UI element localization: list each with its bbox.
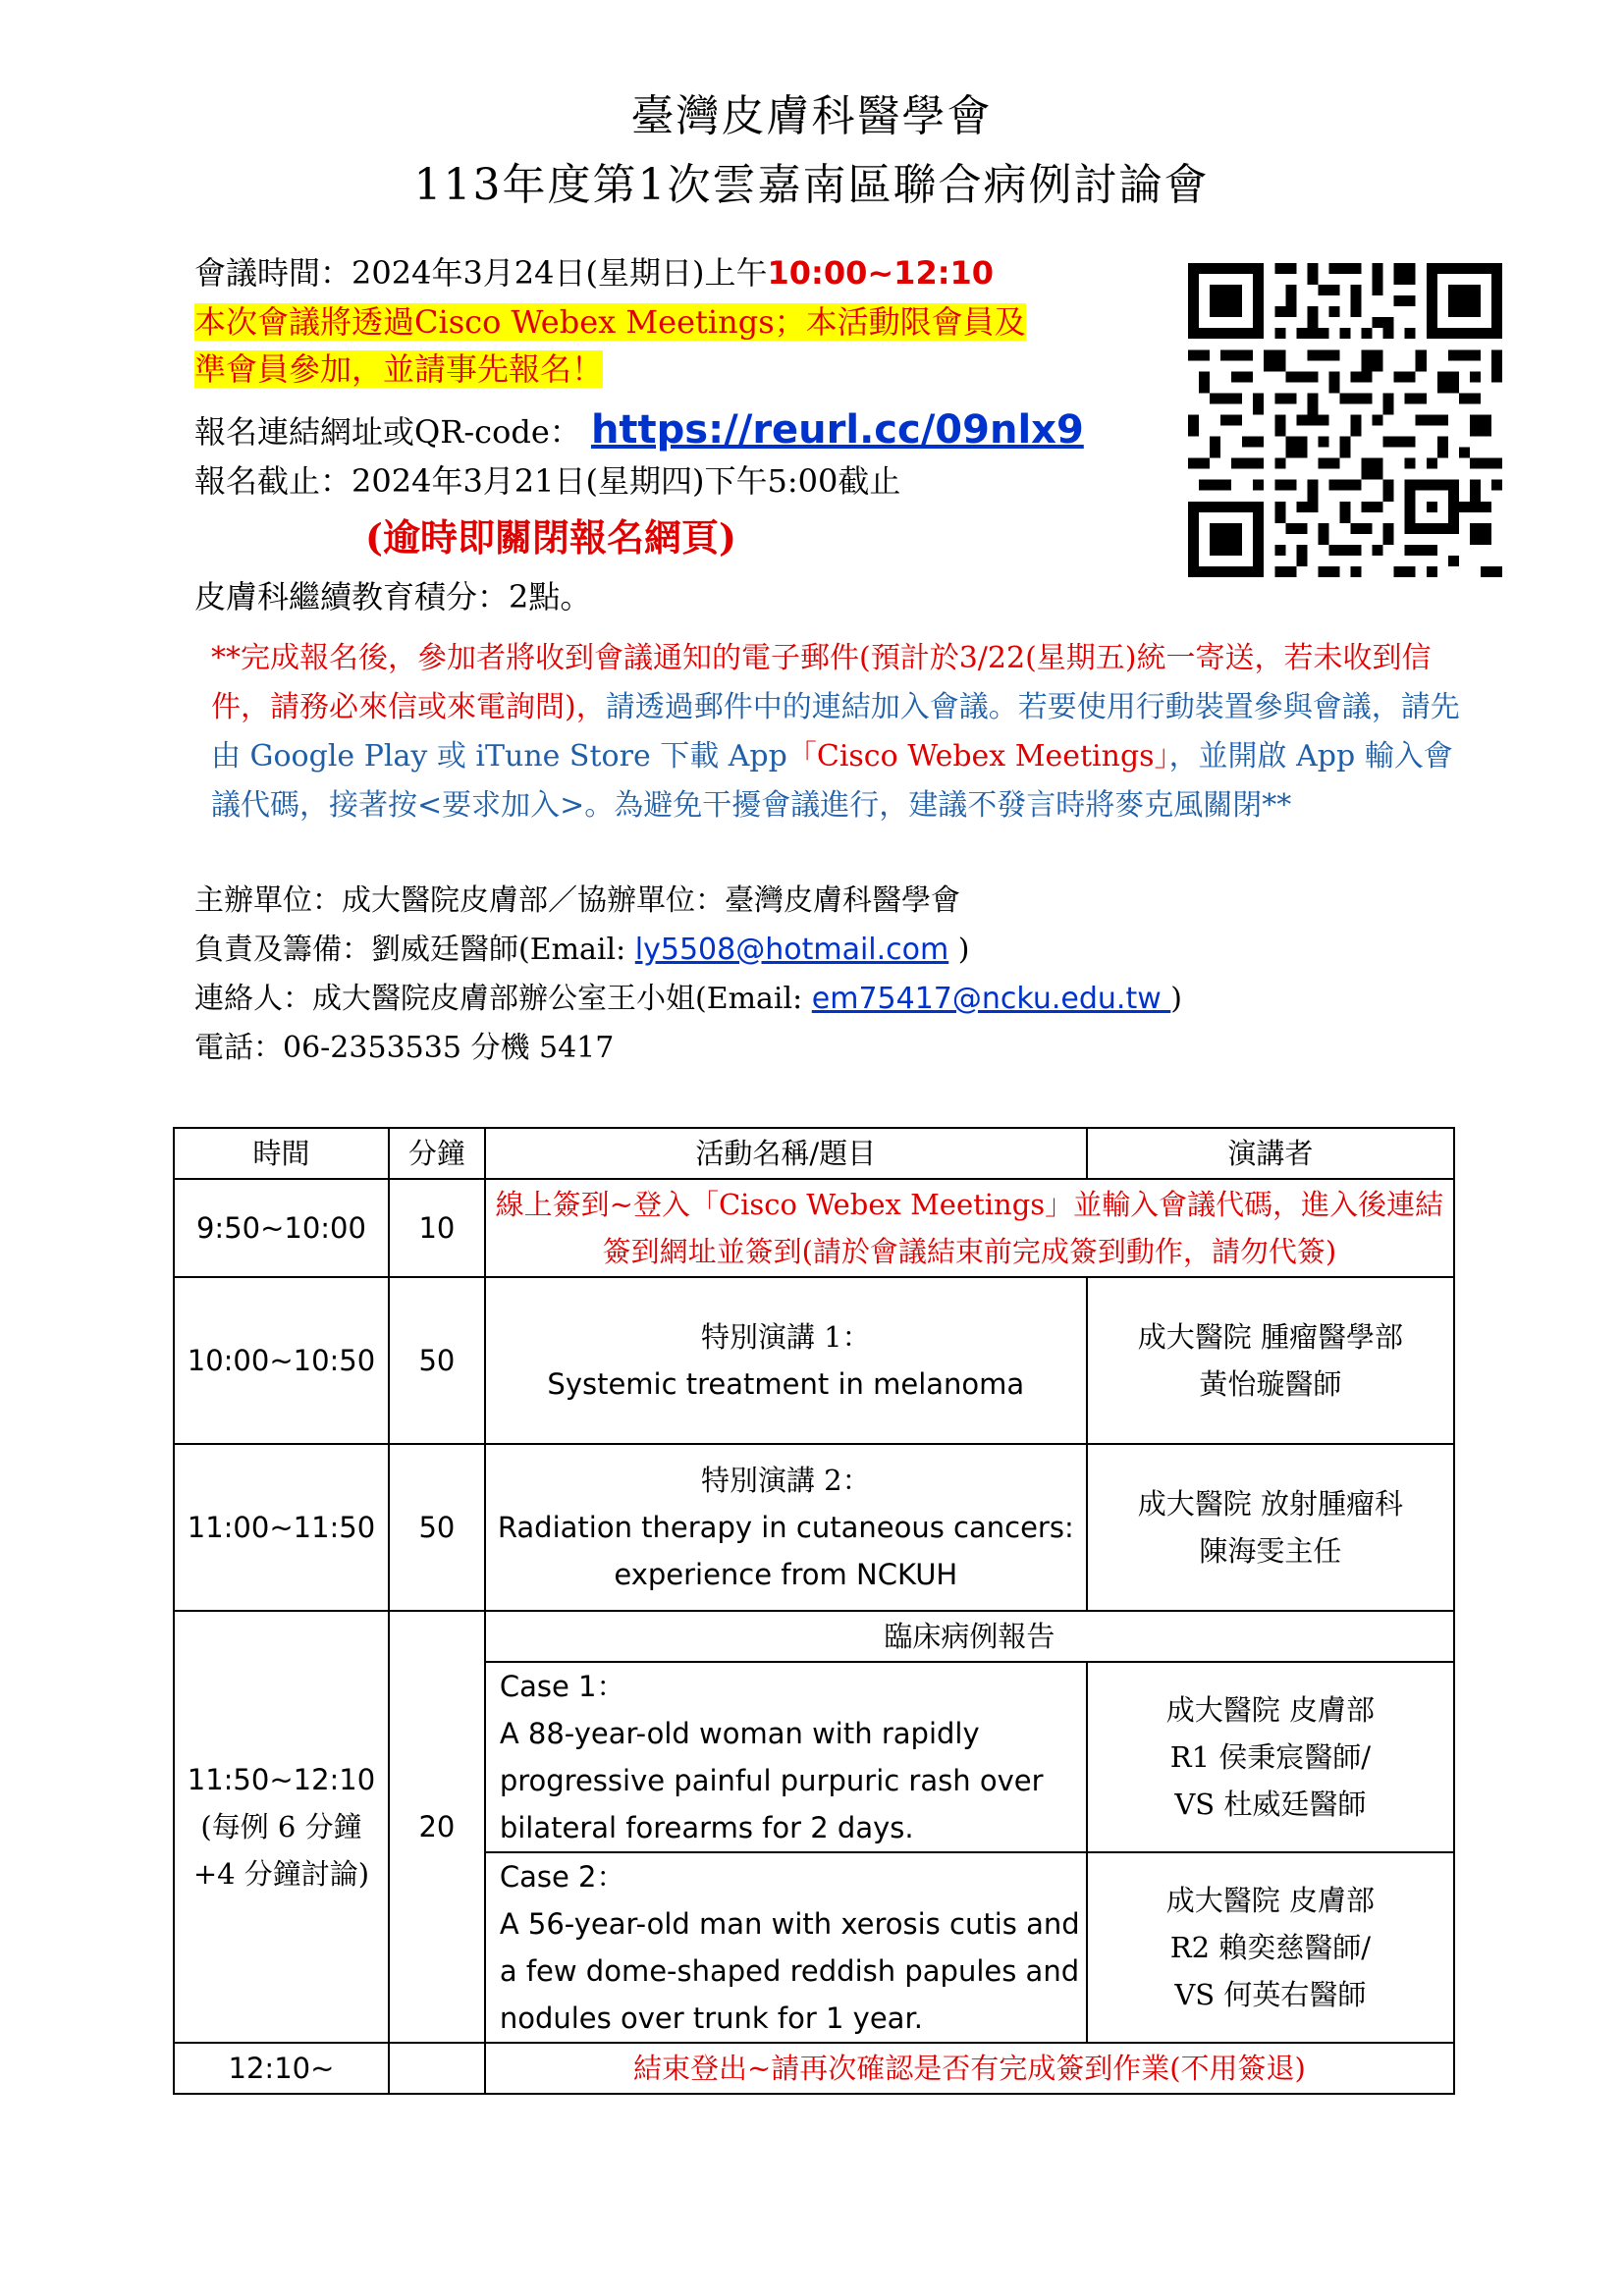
- deadline-note: (逾時即關閉報名網頁): [365, 515, 736, 560]
- talk1-speaker-cell: [1087, 1277, 1454, 1444]
- talk2-minutes: 50: [389, 1444, 485, 1611]
- webex-line-2: 準會員參加，並請事先報名！: [194, 350, 604, 388]
- register-line: [194, 407, 1084, 453]
- case2-speaker-cell: [1087, 1852, 1454, 2043]
- talk1-topic: Systemic treatment in melanoma: [547, 1367, 1025, 1401]
- closing-minutes-empty: [389, 2043, 485, 2094]
- register-label: 報名連結網址或QR-code：: [194, 413, 581, 451]
- case1-vs: VS 杜威廷醫師: [1174, 1788, 1367, 1821]
- organizer-line: 主辦單位：成大醫院皮膚部／協辦單位：臺灣皮膚科醫學會: [194, 883, 960, 918]
- cases-time-note-1: (每例 6 分鐘: [200, 1810, 362, 1843]
- talk2-time: 11:00~11:50: [174, 1444, 389, 1611]
- header-speaker: 演講者: [1087, 1128, 1454, 1179]
- header-time: 時間: [174, 1128, 389, 1179]
- document-title: 臺灣皮膚科醫學會: [630, 91, 993, 141]
- prep-label: 負責及籌備：劉威廷醫師(Email:: [194, 933, 635, 967]
- talk2-speaker-cell: [1087, 1444, 1454, 1611]
- case2-presenter: R2 賴奕慈醫師/: [1169, 1931, 1372, 1964]
- case2-org: 成大醫院 皮膚部: [1165, 1884, 1375, 1917]
- talk1-time: 10:00~10:50: [174, 1277, 389, 1444]
- closing-time: 12:10~: [174, 2043, 389, 2094]
- signin-instructions: 線上簽到~登入「Cisco Webex Meetings」並輸入會議代碼，進入後連結簽到網址並簽到(請於會議結束前完成簽到動作，請勿代簽): [485, 1179, 1454, 1277]
- schedule-table: [173, 1127, 1455, 2095]
- prep-close: ): [948, 933, 970, 967]
- case2-vs: VS 何英右醫師: [1174, 1978, 1367, 2011]
- schedule-row-cases-title: [174, 1611, 1454, 1662]
- schedule-row-signin: [174, 1179, 1454, 1277]
- notice-app-name: 「Cisco Webex Meetings」: [786, 739, 1169, 774]
- phone-line: 電話：06-2353535 分機 5417: [194, 1031, 615, 1065]
- contact-person: [194, 980, 1182, 1019]
- talk2-label: 特別演講 2：: [700, 1464, 871, 1497]
- register-url-link[interactable]: https://reurl.cc/09nlx9: [590, 407, 1084, 453]
- cme-credits: 皮膚科繼續教育積分：2點。: [194, 578, 592, 615]
- case2-cell: [485, 1852, 1087, 2043]
- schedule-row-closing: [174, 2043, 1454, 2094]
- cases-time-note-2: +4 分鐘討論): [192, 1857, 370, 1891]
- contact-label: 連絡人：成大醫院皮膚部辦公室王小姐(Email:: [194, 982, 812, 1016]
- schedule-row-talk-1: [174, 1277, 1454, 1444]
- case1-speaker-cell: [1087, 1662, 1454, 1852]
- case1-label: Case 1：: [499, 1670, 625, 1703]
- talk2-speaker-org: 成大醫院 放射腫瘤科: [1137, 1487, 1403, 1521]
- signin-minutes: 10: [389, 1179, 485, 1277]
- prep-email-link[interactable]: ly5508@hotmail.com: [634, 933, 949, 967]
- case2-label: Case 2：: [499, 1860, 625, 1894]
- case1-cell: [485, 1662, 1087, 1852]
- cases-minutes: 20: [389, 1611, 485, 2043]
- talk2-speaker-name: 陳海雯主任: [1199, 1534, 1342, 1568]
- talk1-speaker-org: 成大醫院 腫瘤醫學部: [1137, 1320, 1403, 1354]
- cases-section-title: 臨床病例報告: [485, 1611, 1454, 1662]
- contact-close: ): [1170, 982, 1183, 1016]
- registration-notice: [211, 634, 1468, 830]
- notice-blue-part-2: ，並開啟 App 輸入會議代碼，接著按<要求加入>。為避免干擾會議進行，建議不發言時將麥克風關閉**: [211, 739, 1453, 823]
- case1-presenter: R1 侯秉宸醫師/: [1169, 1740, 1372, 1774]
- signin-time: 9:50~10:00: [174, 1179, 389, 1277]
- contact-email-link[interactable]: em75417@ncku.edu.tw: [811, 982, 1171, 1016]
- organizer-contact: [194, 931, 969, 970]
- registration-qr-code[interactable]: [1188, 263, 1502, 577]
- cases-time: 11:50~12:10: [187, 1763, 376, 1796]
- talk1-label: 特別演講 1：: [700, 1320, 871, 1354]
- talk1-minutes: 50: [389, 1277, 485, 1444]
- webex-notice: [194, 302, 1026, 342]
- document-subtitle: 113年度第1次雲嘉南區聯合病例討論會: [413, 160, 1210, 210]
- talk2-topic-line-2: experience from NCKUH: [614, 1558, 958, 1591]
- header-minutes: 分鐘: [389, 1128, 485, 1179]
- talk1-topic-cell: [485, 1277, 1087, 1444]
- schedule-header-row: [174, 1128, 1454, 1179]
- webex-notice-2: [194, 349, 603, 389]
- schedule-row-talk-2: [174, 1444, 1454, 1611]
- meeting-time: [194, 253, 994, 293]
- case2-description: A 56-year-old man with xerosis cutis and a few dome-shaped reddish papules and nodules over trunk for 1 year.: [499, 1907, 1080, 2035]
- talk2-topic-cell: [485, 1444, 1087, 1611]
- notice-red-part: **完成報名後，參加者將收到會議通知的電子郵件(預計於3/22(星期五)統一寄送，若未收到信件，請務必來信或來電詢問)，: [211, 641, 1432, 724]
- case1-description: A 88-year-old woman with rapidly progressive painful purpuric rash over bilateral forearms for 2 days.: [499, 1717, 1044, 1844]
- webex-line-1: 本次會議將透過Cisco Webex Meetings；本活動限會員及: [194, 303, 1026, 341]
- talk1-speaker-name: 黃怡璇醫師: [1199, 1367, 1342, 1401]
- cases-time-cell: [174, 1611, 389, 2043]
- meeting-time-range: 10:00~12:10: [767, 254, 995, 292]
- meeting-time-label: 會議時間：2024年3月24日(星期日)上午: [194, 254, 768, 292]
- talk2-topic-line-1: Radiation therapy in cutaneous cancers:: [497, 1511, 1074, 1544]
- case1-org: 成大醫院 皮膚部: [1165, 1693, 1375, 1727]
- closing-text: 結束登出~請再次確認是否有完成簽到作業(不用簽退): [485, 2043, 1454, 2094]
- notice-blue-part-1: 請透過郵件中的連結加入會議。若要使用行動裝置參與會議，請先由 Google Play 或 iTune Store 下載 App: [211, 690, 1460, 774]
- register-deadline: 報名截止：2024年3月21日(星期四)下午5:00截止: [194, 462, 901, 500]
- header-topic: 活動名稱/題目: [485, 1128, 1087, 1179]
